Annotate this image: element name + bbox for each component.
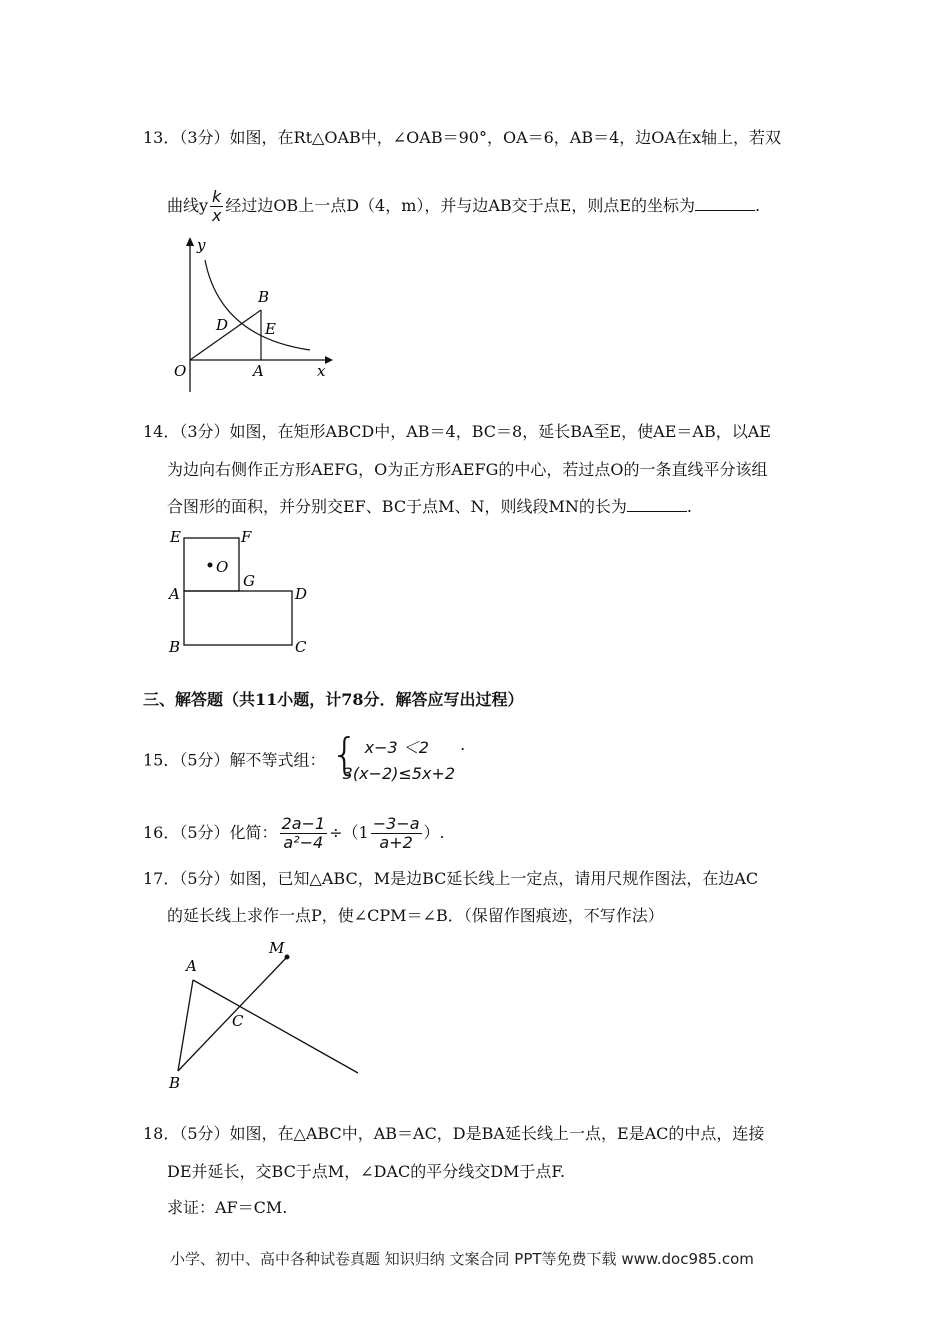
q17-figure bbox=[160, 935, 370, 1095]
q13-line2-pre: 曲线y bbox=[167, 196, 209, 215]
q17-label-c: C bbox=[232, 1012, 244, 1030]
q14-label-o: O bbox=[216, 558, 229, 576]
q17-label-m: M bbox=[269, 939, 285, 957]
q14-line2: 为边向右侧作正方形AEFG，O为正方形AEFG的中心，若过点O的一条直线平分该组 bbox=[167, 460, 768, 479]
q14-line3-text: 合图形的面积，并分别交EF、BC于点M、N，则线段MN的长为 bbox=[167, 497, 627, 516]
q16-mid: ÷（1 bbox=[329, 823, 369, 842]
q17-label-a: A bbox=[186, 957, 197, 975]
q13-label-e: E bbox=[265, 320, 276, 338]
q13-label-a: A bbox=[253, 362, 264, 380]
q16-f1-num: 2a−1 bbox=[281, 814, 326, 833]
q14-line3 bbox=[167, 497, 692, 517]
q15-system bbox=[330, 729, 455, 787]
q14-label-f: F bbox=[241, 528, 252, 546]
q17-line2: 的延长线上求作一点P，使∠CPM＝∠B．（保留作图痕迹，不写作法） bbox=[167, 906, 664, 925]
q16-f1-den: a²−4 bbox=[283, 833, 324, 852]
q15-line bbox=[143, 729, 466, 787]
q15-end: . bbox=[460, 735, 466, 754]
footer-ad: 小学、初中、高中各种试卷真题 知识归纳 文案合同 PPT等免费下载 www.doc985.com bbox=[170, 1250, 754, 1268]
q14-label-e: E bbox=[170, 528, 181, 546]
q14-label-a: A bbox=[169, 585, 180, 603]
q15-brace: { bbox=[330, 729, 359, 780]
q16-fraction-1 bbox=[280, 815, 328, 852]
q14-line3-end: . bbox=[686, 497, 692, 516]
q13-label-d: D bbox=[216, 316, 229, 334]
q16-pre: 16．（5分）化简： bbox=[143, 823, 278, 842]
q18-line1: 18．（5分）如图，在△ABC中，AB＝AC，D是BA延长线上一点，E是AC的中点，连接 bbox=[143, 1124, 765, 1143]
q14-answer-blank[interactable] bbox=[627, 497, 687, 512]
q16-f2-den: a+2 bbox=[379, 833, 413, 852]
q14-label-b: B bbox=[169, 638, 181, 656]
q15-pre: 15．（5分）解不等式组： bbox=[143, 750, 326, 770]
q14-label-c: C bbox=[295, 638, 307, 656]
q13-line1: 13．（3分）如图，在Rt△OAB中，∠OAB＝90°，OA＝6，AB＝4，边OA在x轴上，若双 bbox=[143, 128, 781, 147]
q13-line2-post: 经过边OB上一点D（4，m），并与边AB交于点E，则点E的坐标为 bbox=[225, 196, 696, 215]
q13-label-o: O bbox=[174, 362, 187, 380]
q16-end: ）. bbox=[423, 823, 445, 842]
q13-label-y: y bbox=[197, 236, 206, 254]
q13-figure bbox=[165, 232, 340, 397]
q15-row2: 3(x−2)≤5x+2 bbox=[342, 764, 455, 783]
q17-line-ac bbox=[193, 980, 358, 1073]
q13-frac-num: k bbox=[212, 187, 222, 206]
q13-fraction bbox=[210, 188, 223, 225]
section-3-heading: 三、解答题（共11小题，计78分．解答应写出过程） bbox=[143, 690, 524, 709]
q17-point-m bbox=[285, 955, 290, 960]
q14-label-d: D bbox=[295, 585, 308, 603]
q14-rect-abcd bbox=[184, 591, 292, 645]
q16-fraction-2 bbox=[371, 815, 422, 852]
q14-line1: 14．（3分）如图，在矩形ABCD中，AB＝4，BC＝8，延长BA至E，使AE＝AB，以AE bbox=[143, 422, 771, 441]
q14-label-g: G bbox=[243, 572, 255, 590]
q13-line2 bbox=[167, 188, 760, 225]
q13-label-b: B bbox=[258, 288, 270, 306]
q17-label-b: B bbox=[169, 1074, 181, 1092]
q18-line2: DE并延长，交BC于点M，∠DAC的平分线交DM于点F. bbox=[167, 1162, 566, 1181]
q16-f2-num: −3−a bbox=[372, 814, 420, 833]
q14-figure bbox=[165, 525, 325, 660]
q13-answer-blank[interactable] bbox=[695, 196, 755, 211]
q16-line bbox=[143, 815, 445, 852]
q13-label-x: x bbox=[317, 362, 326, 380]
q13-y-arrow bbox=[186, 237, 194, 246]
q17-line1: 17．（5分）如图，已知△ABC，M是边BC延长线上一定点，请用尺规作图法，在边AC bbox=[143, 869, 759, 888]
q13-frac-den: x bbox=[211, 206, 222, 225]
q18-line3: 求证：AF＝CM. bbox=[167, 1198, 288, 1217]
q14-center-dot bbox=[208, 563, 213, 568]
q15-row1: x−3 ＜2 bbox=[364, 738, 429, 757]
q13-x-arrow bbox=[325, 356, 333, 364]
q13-line2-end: . bbox=[755, 196, 761, 215]
